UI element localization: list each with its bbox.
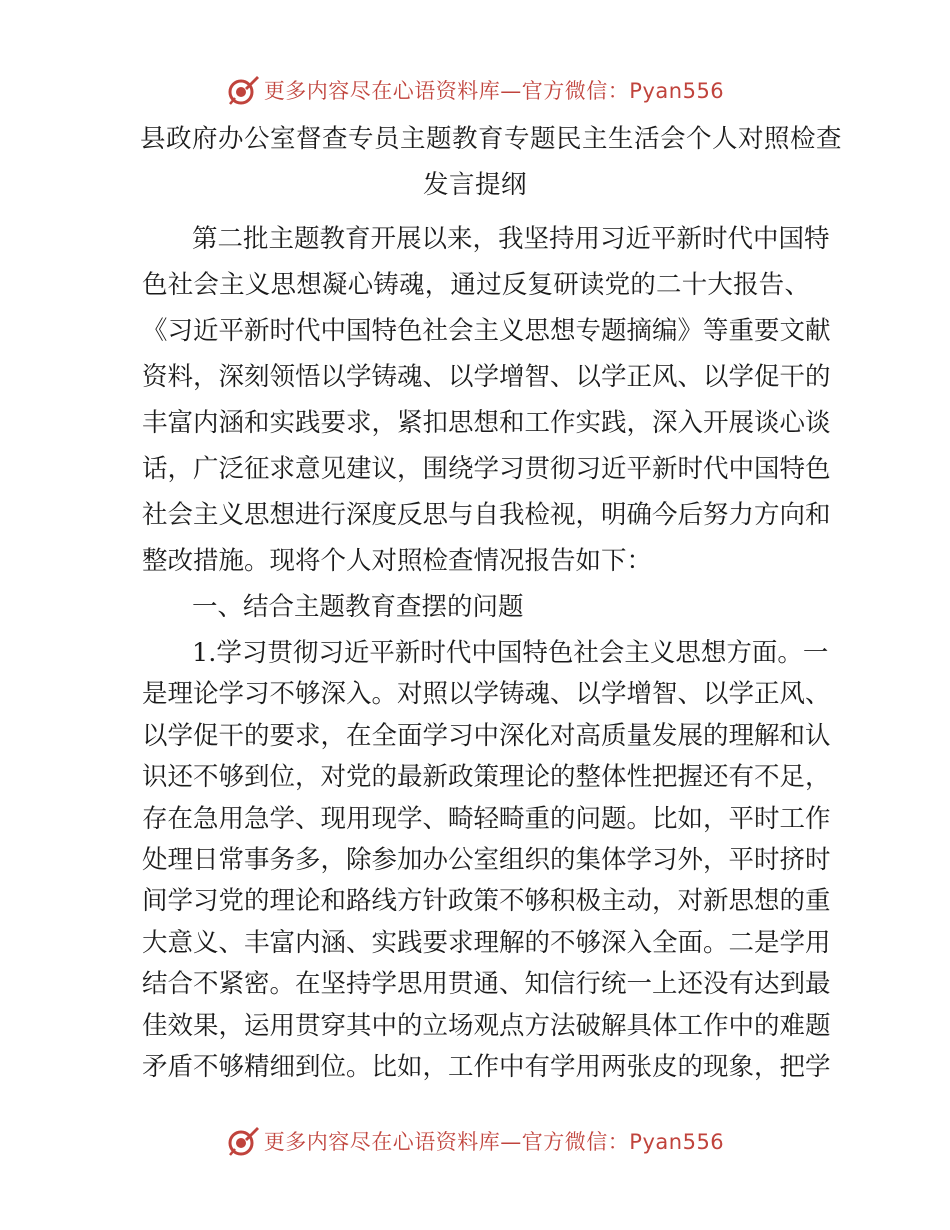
text-line: 整改措施。现将个人对照检查情况报告如下： — [142, 546, 653, 576]
section-heading: 一、结合主题教育查摆的问题 — [192, 592, 524, 622]
watermark-text: 更多内容尽在心语资料库—官方微信：Pyan556 — [263, 79, 725, 103]
text-line: 《习近平新时代中国特色社会主义思想专题摘编》等重要文献 — [142, 316, 831, 346]
text-line: 话，广泛征求意见建议，围绕学习贯彻习近平新时代中国特色 — [142, 454, 831, 484]
document-title-line-1: 县政府办公室督查专员主题教育专题民主生活会个人对照检查 — [140, 124, 843, 154]
text-line: 大意义、丰富内涵、实践要求理解的不够深入全面。二是学用 — [142, 927, 831, 958]
watermark-text: 更多内容尽在心语资料库—官方微信：Pyan556 — [263, 1130, 725, 1154]
text-line: 存在急用急学、现用现学、畸轻畸重的问题。比如，平时工作 — [142, 803, 831, 834]
quill-seal-icon — [226, 73, 260, 107]
text-line: 结合不紧密。在坚持学思用贯通、知信行统一上还没有达到最 — [142, 969, 831, 1000]
text-line: 佳效果，运用贯穿其中的立场观点方法破解具体工作中的难题 — [142, 1010, 831, 1041]
text-line: 1.学习贯彻习近平新时代中国特色社会主义思想方面。一 — [192, 638, 829, 668]
text-line: 第二批主题教育开展以来，我坚持用习近平新时代中国特 — [192, 224, 830, 254]
document-title-line-2: 发言提纲 — [422, 170, 527, 200]
text-line: 间学习党的理论和路线方针政策不够积极主动，对新思想的重 — [142, 886, 831, 917]
text-line: 社会主义思想进行深度反思与自我检视，明确今后努力方向和 — [142, 500, 831, 530]
text-line: 处理日常事务多，除参加办公室组织的集体学习外，平时挤时 — [142, 845, 831, 875]
text-line: 是理论学习不够深入。对照以学铸魂、以学增智、以学正风、 — [142, 679, 831, 710]
text-line: 识还不够到位，对党的最新政策理论的整体性把握还有不足， — [142, 762, 831, 793]
text-line: 色社会主义思想凝心铸魂，通过反复研读党的二十大报告、 — [142, 270, 810, 300]
text-line: 矛盾不够精细到位。比如，工作中有学用两张皮的现象，把学 — [142, 1052, 831, 1082]
text-line: 以学促干的要求，在全面学习中深化对高质量发展的理解和认 — [142, 720, 831, 751]
watermark-banner-bottom — [0, 1121, 950, 1161]
watermark-banner-top — [0, 70, 950, 110]
text-line: 资料，深刻领悟以学铸魂、以学增智、以学正风、以学促干的 — [142, 362, 831, 392]
text-line: 丰富内涵和实践要求，紧扣思想和工作实践，深入开展谈心谈 — [142, 408, 831, 438]
quill-seal-icon — [226, 1124, 260, 1158]
